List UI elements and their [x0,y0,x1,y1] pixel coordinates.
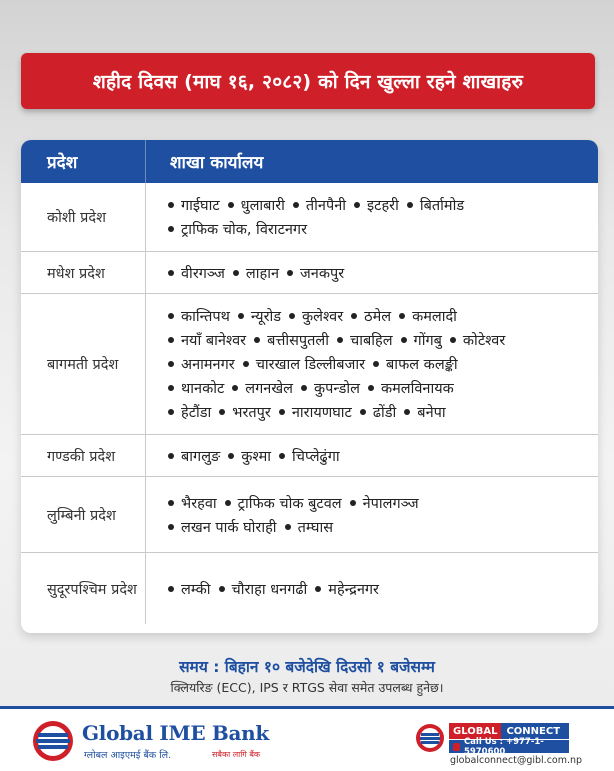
province-cell: कोशी प्रदेश [21,183,146,251]
branch-name: महेन्द्रनगर [328,581,379,598]
branch-item [354,195,399,215]
branch-item [168,402,211,422]
province-cell: सुदूरपश्चिम प्रदेश [21,553,146,624]
branch-name: नयाँ बानेश्वर [181,333,247,349]
branch-item [285,517,333,537]
bullet-icon [337,337,343,343]
branch-table [21,140,598,633]
brand-tagline: सबैका लागि बैंक [212,750,261,759]
branch-line [168,376,598,400]
bullet-icon [168,270,174,276]
branch-name: धुलाबारी [240,198,285,214]
branch-line [168,352,598,376]
branch-name: लाहान [245,265,280,282]
branch-item [337,330,393,350]
branch-line [168,400,598,424]
branch-line [168,217,598,241]
bullet-icon [168,500,174,506]
bullet-icon [354,202,360,208]
bullet-icon [407,202,413,208]
phone-icon [453,743,460,751]
table-row [21,552,598,624]
bullet-icon [168,313,174,319]
branch-line [168,515,598,539]
bullet-icon [450,337,456,343]
branch-name: कुपन्डोल [314,381,360,397]
branch-item [287,263,344,283]
bullet-icon [404,409,410,415]
bullet-icon [368,385,374,391]
branch-item [232,378,293,398]
branch-name: ठमेल [364,309,392,325]
branch-name: अनामनगर [181,357,235,373]
province-cell: बागमती प्रदेश [21,294,146,434]
table-row [21,251,598,293]
table-header [21,140,598,183]
branch-item [315,579,379,599]
bullet-icon [168,361,174,367]
services-note: क्लियरिङ (ECC), IPS र RTGS सेवा समेत उपलब्ध हुनेछ। [170,680,444,695]
bullet-icon [289,313,295,319]
bullet-icon [399,313,405,319]
brand-name: Global IME Bank [82,721,269,745]
bullet-icon [168,226,174,232]
time-note: समय : बिहान १० बजेदेखि दिउसो १ बजेसम्म [179,658,435,676]
banner-title: शहीद दिवस (माघ १६, २०८२) को दिन खुल्ला रहने शाखाहरु [92,71,524,93]
branch-name: वीरगञ्ज [181,265,225,282]
bullet-icon [301,385,307,391]
branches-cell [146,183,598,251]
branch-item [450,330,505,350]
bullet-icon [228,453,234,459]
branch-name: कोटेश्वर [462,333,506,349]
branch-name: चौराहा धनगढी [231,581,308,598]
bullet-icon [219,586,225,592]
branch-name: कान्तिपथ [181,309,230,325]
branch-item [228,195,285,215]
branch-name: जनकपुर [300,265,345,282]
branch-item [219,402,271,422]
contact-email[interactable]: globalconnect@gibl.com.np [450,755,583,766]
branch-item [279,446,340,466]
branch-name: गोंगबु [413,333,442,349]
footer [0,706,614,771]
branch-line [168,444,598,468]
call-us-text: Call Us : +977-1-5970600 [463,736,544,757]
branch-name: गाईघाट [181,198,220,214]
branch-name: ट्राफिक चोक, विराटनगर [181,222,308,238]
branch-item [293,195,346,215]
bullet-icon [168,409,174,415]
bullet-icon [287,270,293,276]
header-branches: शाखा कार्यालय [145,140,263,183]
branch-line [168,193,598,217]
bullet-icon [238,313,244,319]
branches-cell [146,252,598,293]
branch-item [168,493,217,513]
branches-cell [146,435,598,476]
bullet-icon [233,270,239,276]
branch-line [168,261,598,285]
branch-item [168,579,211,599]
branch-name: भैरहवा [181,495,217,512]
bullet-icon [225,500,231,506]
table-row [21,183,598,251]
title-banner [21,53,595,109]
branch-item [168,306,230,326]
branch-name: नेपालगञ्ज [362,495,419,512]
branch-name: बागलुङ [181,448,221,465]
global-connect-logo-icon [415,723,445,753]
branch-name: बाफल कलङ्की [386,357,458,373]
bullet-icon [228,202,234,208]
gc-word-connect: CONNECT [501,723,569,739]
province-cell: मधेश प्रदेश [21,252,146,293]
branch-item [351,306,391,326]
branch-item [225,493,342,513]
branch-item [399,306,457,326]
table-body [21,183,598,624]
branch-name: इटहरी [367,198,399,214]
bullet-icon [350,500,356,506]
branch-name: बिर्तामोड [419,198,465,214]
bullet-icon [279,453,285,459]
branch-name: कुश्मा [241,448,272,465]
branch-item [238,306,281,326]
branch-line [168,491,598,515]
brand-name-nepali: ग्लोबल आइएमई बैंक लि. [84,750,172,761]
table-row [21,434,598,476]
branch-line [168,328,598,352]
branch-item [401,330,442,350]
bullet-icon [254,337,260,343]
branch-item [404,402,445,422]
bullet-icon [219,409,225,415]
branch-item [407,195,464,215]
table-row [21,293,598,434]
bullet-icon [243,361,249,367]
bullet-icon [279,409,285,415]
branch-item [301,378,360,398]
branch-name: नारायणघाट [291,405,352,421]
bullet-icon [285,524,291,530]
bullet-icon [232,385,238,391]
bullet-icon [168,453,174,459]
bullet-icon [401,337,407,343]
province-cell: लुम्बिनी प्रदेश [21,477,146,552]
branch-item [168,378,224,398]
branch-name: कुलेश्वर [302,309,344,325]
branches-cell [146,477,598,552]
call-us [449,736,569,757]
branches-cell [146,553,598,624]
branch-item [219,579,308,599]
branch-item [168,446,220,466]
branch-name: लखन पार्क घोराही [181,519,277,536]
global-ime-logo-icon [31,719,75,763]
branch-item [168,263,225,283]
branch-item [279,402,352,422]
branch-item [373,354,458,374]
bullet-icon [168,337,174,343]
branch-item [168,517,277,537]
branch-line [168,577,598,601]
branch-item [168,354,235,374]
branch-name: तीनपैनी [305,198,347,214]
branch-name: हेटौंडा [181,405,212,421]
branch-item [350,493,419,513]
bullet-icon [293,202,299,208]
branch-item [254,330,329,350]
bullet-icon [315,586,321,592]
bullet-icon [168,586,174,592]
branch-item [368,378,454,398]
gc-word-global: GLOBAL [449,723,501,739]
branch-name: लगनखेल [245,381,294,397]
branch-name: चारखाल डिल्लीबजार [255,357,366,373]
branch-item [228,446,271,466]
branch-line [168,304,598,328]
branch-item [289,306,343,326]
bullet-icon [360,409,366,415]
province-cell: गण्डकी प्रदेश [21,435,146,476]
branch-name: कमलादी [412,309,457,325]
bullet-icon [351,313,357,319]
bullet-icon [168,385,174,391]
header-province: प्रदेश [47,153,78,173]
branch-item [168,330,246,350]
branch-item [233,263,279,283]
bullet-icon [168,524,174,530]
branches-cell [146,294,598,434]
bullet-icon [373,361,379,367]
branch-name: भरतपुर [232,405,271,421]
branch-name: लम्की [181,581,211,598]
branch-item [168,219,307,239]
branch-item [360,402,396,422]
branch-name: तम्घास [297,519,334,536]
branch-name: चिप्लेढुंगा [292,448,340,465]
branch-name: ढोंडी [372,405,397,421]
bullet-icon [168,202,174,208]
branch-name: बत्तीसपुतली [267,333,330,349]
table-row [21,476,598,552]
branch-name: थानकोट [181,381,225,397]
branch-name: चाबहिल [350,333,393,349]
branch-item [168,195,220,215]
branch-name: कमलविनायक [380,381,454,397]
branch-name: न्यूरोड [250,309,282,325]
branch-name: बनेपा [417,405,446,421]
branch-name: ट्राफिक चोक बुटवल [237,495,342,512]
branch-item [243,354,365,374]
